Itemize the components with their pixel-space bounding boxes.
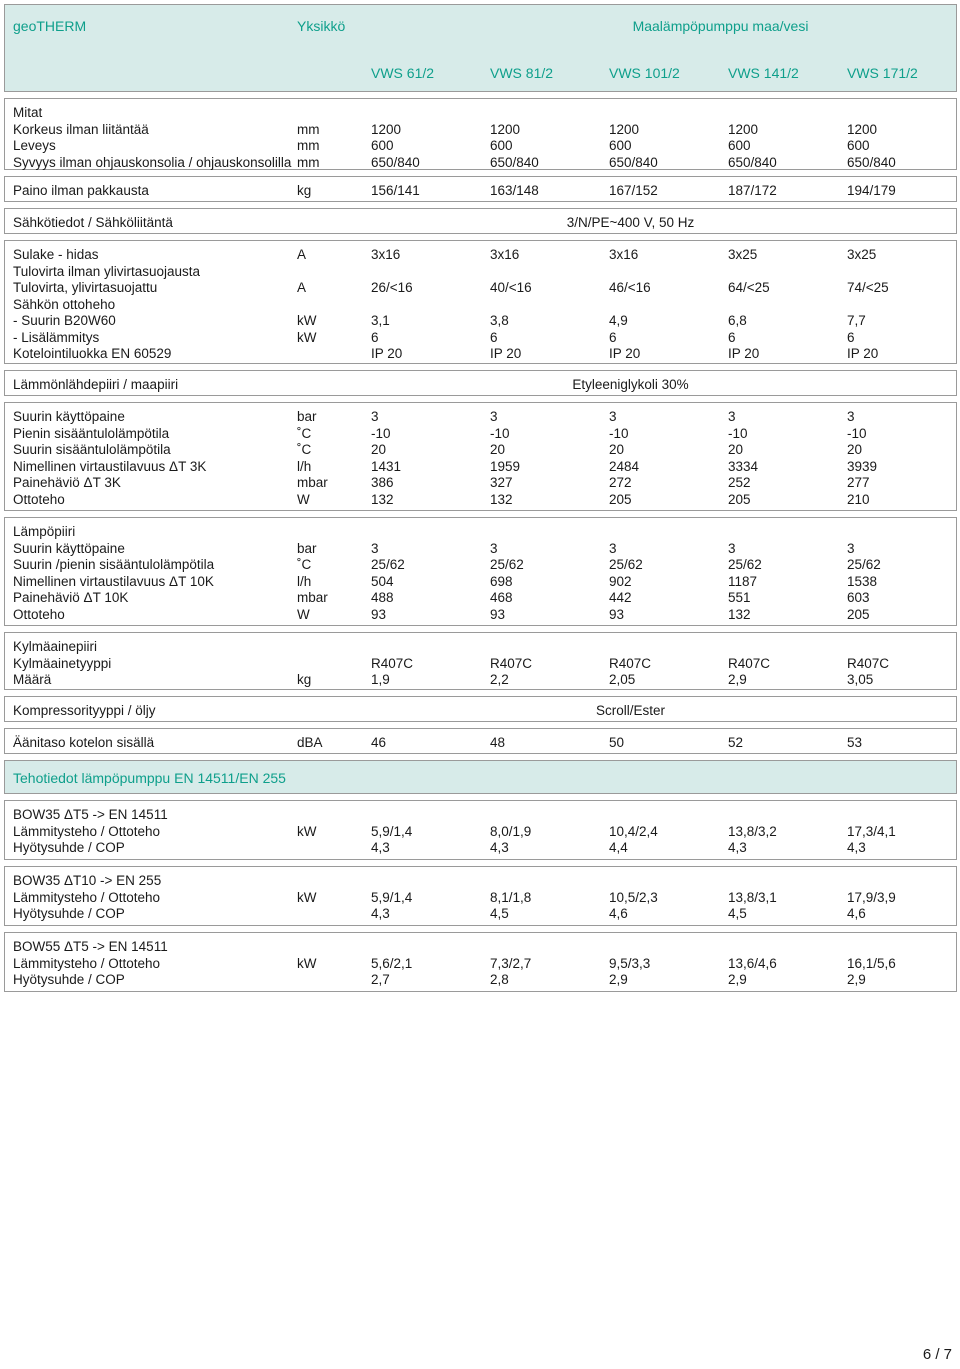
row-value: R407C 1,9 <box>371 655 414 687</box>
row-value: 8,1/1,8 4,5 <box>490 889 532 921</box>
spec-sheet <box>4 4 957 998</box>
row-value: 13,6/4,6 2,9 <box>728 955 777 987</box>
row-value: 3x16 40/<16 3,8 6 IP 20 <box>490 247 532 361</box>
row-value: 3 25/62 698 468 93 <box>490 540 524 622</box>
row-label: BOW35 ΔT10 -> EN 255 Lämmitysteho / Ottoteho Hyötysuhde / COP <box>13 873 162 921</box>
row-label: Lämmönlähdepiiri / maapiiri <box>13 377 179 392</box>
row-value: 167/152 <box>609 183 658 198</box>
row-unit: kg <box>297 672 312 687</box>
row-value: 1200 600 650/840 <box>728 121 777 170</box>
row-value: 13,8/3,1 4,5 <box>728 889 777 921</box>
spec-row-bow35t10 <box>4 866 957 926</box>
spec-row-bow55t5 <box>4 932 957 992</box>
row-value: 3 25/62 1538 603 205 <box>847 540 881 622</box>
spec-row-sulake <box>4 240 957 364</box>
row-value: 50 <box>609 735 625 750</box>
row-unit: dBA <box>297 735 323 750</box>
row-value: 3x16 26/<16 3,1 6 IP 20 <box>371 247 413 361</box>
spec-row-aanitaso <box>4 728 957 754</box>
row-value: 5,9/1,4 4,3 <box>371 823 413 855</box>
row-value: 3 25/62 902 442 93 <box>609 540 643 622</box>
row-value: 163/148 <box>490 183 539 198</box>
row-unit: kW <box>297 955 317 971</box>
row-value: 1200 600 650/840 <box>371 121 420 170</box>
row-value: 194/179 <box>847 183 896 198</box>
row-unit: kg <box>297 183 312 198</box>
row-value: 48 <box>490 735 506 750</box>
row-value: 17,3/4,1 4,3 <box>847 823 896 855</box>
row-value: 16,1/5,6 2,9 <box>847 955 896 987</box>
model-header: VWS 61/2 <box>371 65 435 81</box>
model-header: VWS 171/2 <box>847 65 918 81</box>
page-number: 6 / 7 <box>922 1346 952 1363</box>
row-value: R407C 2,2 <box>490 655 533 687</box>
row-unit: bar ˚C l/h mbar W <box>297 540 328 622</box>
spec-row-sahko <box>4 208 957 234</box>
row-label: Lämpöpiiri Suurin käyttöpaine Suurin /pienin sisääntulolämpötila Nimellinen virtaustilavuus ΔT 10K Painehäviö ΔT 10K Ottoteho <box>13 524 215 622</box>
row-unit: kW <box>297 823 317 839</box>
row-value: 10,5/2,3 4,6 <box>609 889 658 921</box>
row-unit: mm mm mm <box>297 121 320 170</box>
row-value: 13,8/3,2 4,3 <box>728 823 777 855</box>
row-shared-value: Etyleeniglykoli 30% <box>572 377 689 392</box>
table-body <box>4 98 957 992</box>
spec-row-bow35t5 <box>4 800 957 860</box>
spec-row-lammonlahde <box>4 370 957 396</box>
row-label: Kompressorityyppi / öljy <box>13 703 156 718</box>
row-value: 5,9/1,4 4,3 <box>371 889 413 921</box>
row-unit: bar ˚C ˚C l/h mbar W <box>297 409 328 507</box>
row-value: 1200 600 650/840 <box>490 121 539 170</box>
row-label: Suurin käyttöpaine Pienin sisääntulolämpötila Suurin sisääntulolämpötila Nimellinen virtaustilavuus ΔT 3K Painehäviö ΔT 3K Ottoteho <box>13 409 207 507</box>
row-value: R407C 2,05 <box>609 655 652 687</box>
spec-row-lahdearvot <box>4 402 957 511</box>
row-label: Kylmäainepiiri Kylmäainetyyppi Määrä <box>13 639 112 687</box>
row-shared-value: Scroll/Ester <box>595 703 666 718</box>
row-value: 3 -10 20 3334 252 205 <box>728 409 759 507</box>
row-shared-value: 3/N/PE~400 V, 50 Hz <box>566 215 695 230</box>
row-label: Mitat Korkeus ilman liitäntää Leveys Syvyys ilman ohjauskonsolia / ohjauskonsolilla <box>13 105 292 170</box>
row-value: 3x16 46/<16 4,9 6 IP 20 <box>609 247 651 361</box>
row-unit: kW <box>297 889 317 905</box>
row-value: 46 <box>371 735 387 750</box>
table-header <box>4 4 957 92</box>
row-value: 17,9/3,9 4,6 <box>847 889 896 921</box>
row-value: R407C 2,9 <box>728 655 771 687</box>
row-value: 3 -10 20 2484 272 205 <box>609 409 640 507</box>
product-title: Maalämpöpumppu maa/vesi <box>632 18 809 34</box>
row-label: BOW35 ΔT5 -> EN 14511 Lämmitysteho / Ottoteho Hyötysuhde / COP <box>13 807 168 855</box>
spec-row-tehotiedot <box>4 760 957 794</box>
row-value: R407C 3,05 <box>847 655 890 687</box>
spec-row-paino <box>4 176 957 202</box>
row-value: 7,3/2,7 2,8 <box>490 955 532 987</box>
model-header: VWS 141/2 <box>728 65 799 81</box>
row-label: Sähkötiedot / Sähköliitäntä <box>13 215 173 230</box>
row-value: 3 -10 20 1959 327 132 <box>490 409 521 507</box>
row-label: Paino ilman pakkausta <box>13 183 149 198</box>
model-header: VWS 81/2 <box>490 65 554 81</box>
row-value: 3x25 64/<25 6,8 6 IP 20 <box>728 247 770 361</box>
unit-header: Yksikkö <box>297 18 346 34</box>
row-unit: A A kW kW <box>297 247 317 345</box>
row-value: 8,0/1,9 4,3 <box>490 823 532 855</box>
row-value: 5,6/2,1 2,7 <box>371 955 413 987</box>
row-value: 52 <box>728 735 744 750</box>
spec-row-lampopiiri <box>4 517 957 626</box>
row-value: 1200 600 650/840 <box>847 121 896 170</box>
row-label: Sulake - hidas Tulovirta ilman ylivirtasuojausta Tulovirta, ylivirtasuojattu Sähkön ottoheho - Suurin B20W60 - Lisälämmitys Kotelointiluokka EN 60529 <box>13 247 201 361</box>
spec-row-kylmaaine <box>4 632 957 690</box>
row-value: 156/141 <box>371 183 420 198</box>
row-value: 1200 600 650/840 <box>609 121 658 170</box>
row-value: 187/172 <box>728 183 777 198</box>
spec-row-kompressori <box>4 696 957 722</box>
row-value: 53 <box>847 735 863 750</box>
row-value: 3 -10 20 3939 277 210 <box>847 409 878 507</box>
model-header: VWS 101/2 <box>609 65 680 81</box>
spec-row-mitat <box>4 98 957 170</box>
row-value: 3x25 74/<25 7,7 6 IP 20 <box>847 247 889 361</box>
row-value: 3 25/62 1187 551 132 <box>728 540 762 622</box>
row-value: 10,4/2,4 4,4 <box>609 823 658 855</box>
row-value: 9,5/3,3 2,9 <box>609 955 651 987</box>
row-value: 3 -10 20 1431 386 132 <box>371 409 402 507</box>
section-title: Tehotiedot lämpöpumppu EN 14511/EN 255 <box>13 770 286 786</box>
row-value: 3 25/62 504 488 93 <box>371 540 405 622</box>
row-label: Äänitaso kotelon sisällä <box>13 735 155 750</box>
brand-label: geoTHERM <box>13 18 87 34</box>
row-label: BOW55 ΔT5 -> EN 14511 Lämmitysteho / Ottoteho Hyötysuhde / COP <box>13 939 168 987</box>
